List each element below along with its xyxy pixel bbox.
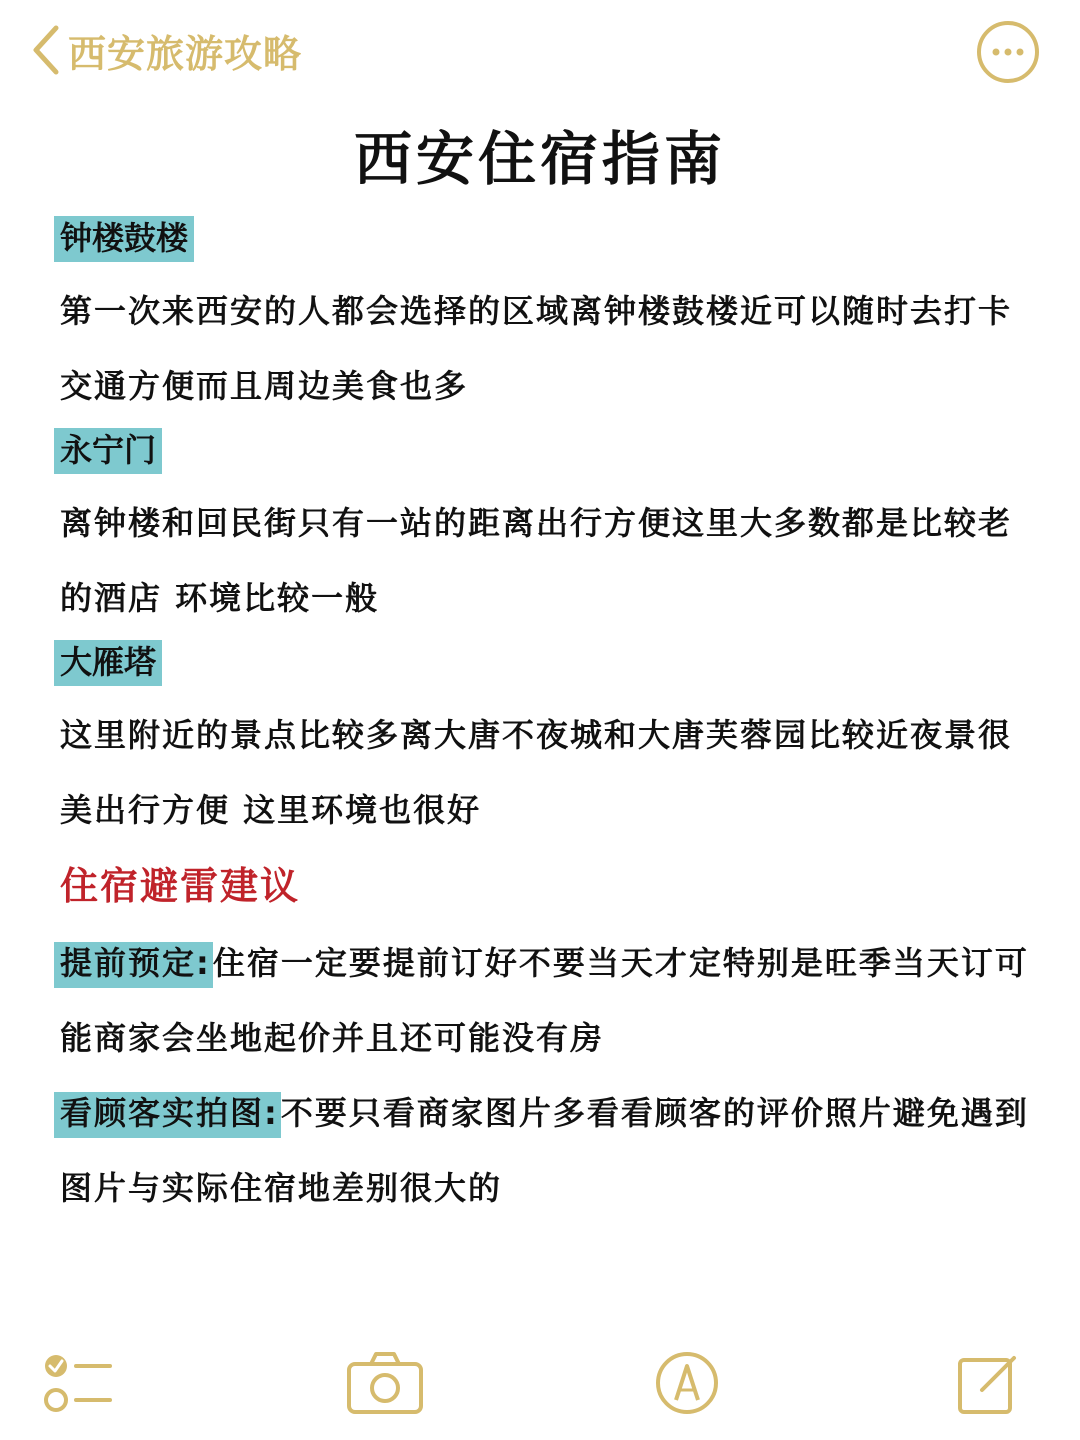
section-text bbox=[60, 698, 1030, 848]
more-options-button[interactable] bbox=[976, 20, 1040, 84]
section-text bbox=[60, 274, 1030, 424]
chevron-left-icon bbox=[28, 24, 62, 76]
tip-text: 能商家会坐地起价并且还可能没有房 bbox=[60, 1019, 605, 1057]
text-line: 美出行方便 这里环境也很好 bbox=[60, 791, 482, 829]
compose-button[interactable] bbox=[956, 1350, 1022, 1420]
section-dayanta bbox=[60, 640, 1030, 848]
section-tag: 钟楼鼓楼 bbox=[54, 216, 194, 262]
note-body[interactable] bbox=[60, 216, 1030, 1226]
markup-button[interactable] bbox=[654, 1350, 720, 1420]
compose-icon bbox=[956, 1350, 1022, 1416]
tips-heading: 住宿避雷建议 bbox=[60, 864, 301, 908]
section-zhonglou bbox=[60, 216, 1030, 424]
tip-text: 不要只看商家图片多看看顾客的评价照片避免遇到 bbox=[280, 1094, 1029, 1132]
back-label: 西安旅游攻略 bbox=[68, 31, 303, 76]
tip-label: 提前预定: bbox=[54, 942, 213, 988]
text-line: 第一次来西安的人都会选择的区域离钟楼鼓楼近可以随时去打卡 bbox=[60, 292, 1013, 330]
tip-item bbox=[60, 926, 1030, 1076]
page-title: 西安住宿指南 bbox=[353, 125, 726, 193]
checklist-icon bbox=[40, 1350, 116, 1416]
back-button[interactable] bbox=[28, 22, 302, 78]
section-tag: 大雁塔 bbox=[54, 640, 162, 686]
camera-button[interactable] bbox=[346, 1350, 424, 1420]
checklist-button[interactable] bbox=[40, 1350, 116, 1420]
text-line: 的酒店 环境比较一般 bbox=[60, 579, 380, 617]
tip-text: 住宿一定要提前订好不要当天才定特别是旺季当天订可 bbox=[212, 944, 1029, 982]
section-tag: 永宁门 bbox=[54, 428, 162, 474]
tip-text: 图片与实际住宿地差别很大的 bbox=[60, 1169, 503, 1207]
tip-item bbox=[60, 1076, 1030, 1226]
markup-pen-icon bbox=[654, 1350, 720, 1416]
camera-icon bbox=[346, 1350, 424, 1416]
text-line: 交通方便而且周边美食也多 bbox=[60, 367, 469, 405]
bottom-toolbar bbox=[0, 1320, 1080, 1440]
tip-label: 看顾客实拍图: bbox=[54, 1092, 281, 1138]
section-text bbox=[60, 486, 1030, 636]
section-yongningmen bbox=[60, 428, 1030, 636]
text-line: 离钟楼和回民街只有一站的距离出行方便这里大多数都是比较老 bbox=[60, 504, 1013, 542]
text-line: 这里附近的景点比较多离大唐不夜城和大唐芙蓉园比较近夜景很 bbox=[60, 716, 1013, 754]
more-icon bbox=[976, 20, 1040, 84]
